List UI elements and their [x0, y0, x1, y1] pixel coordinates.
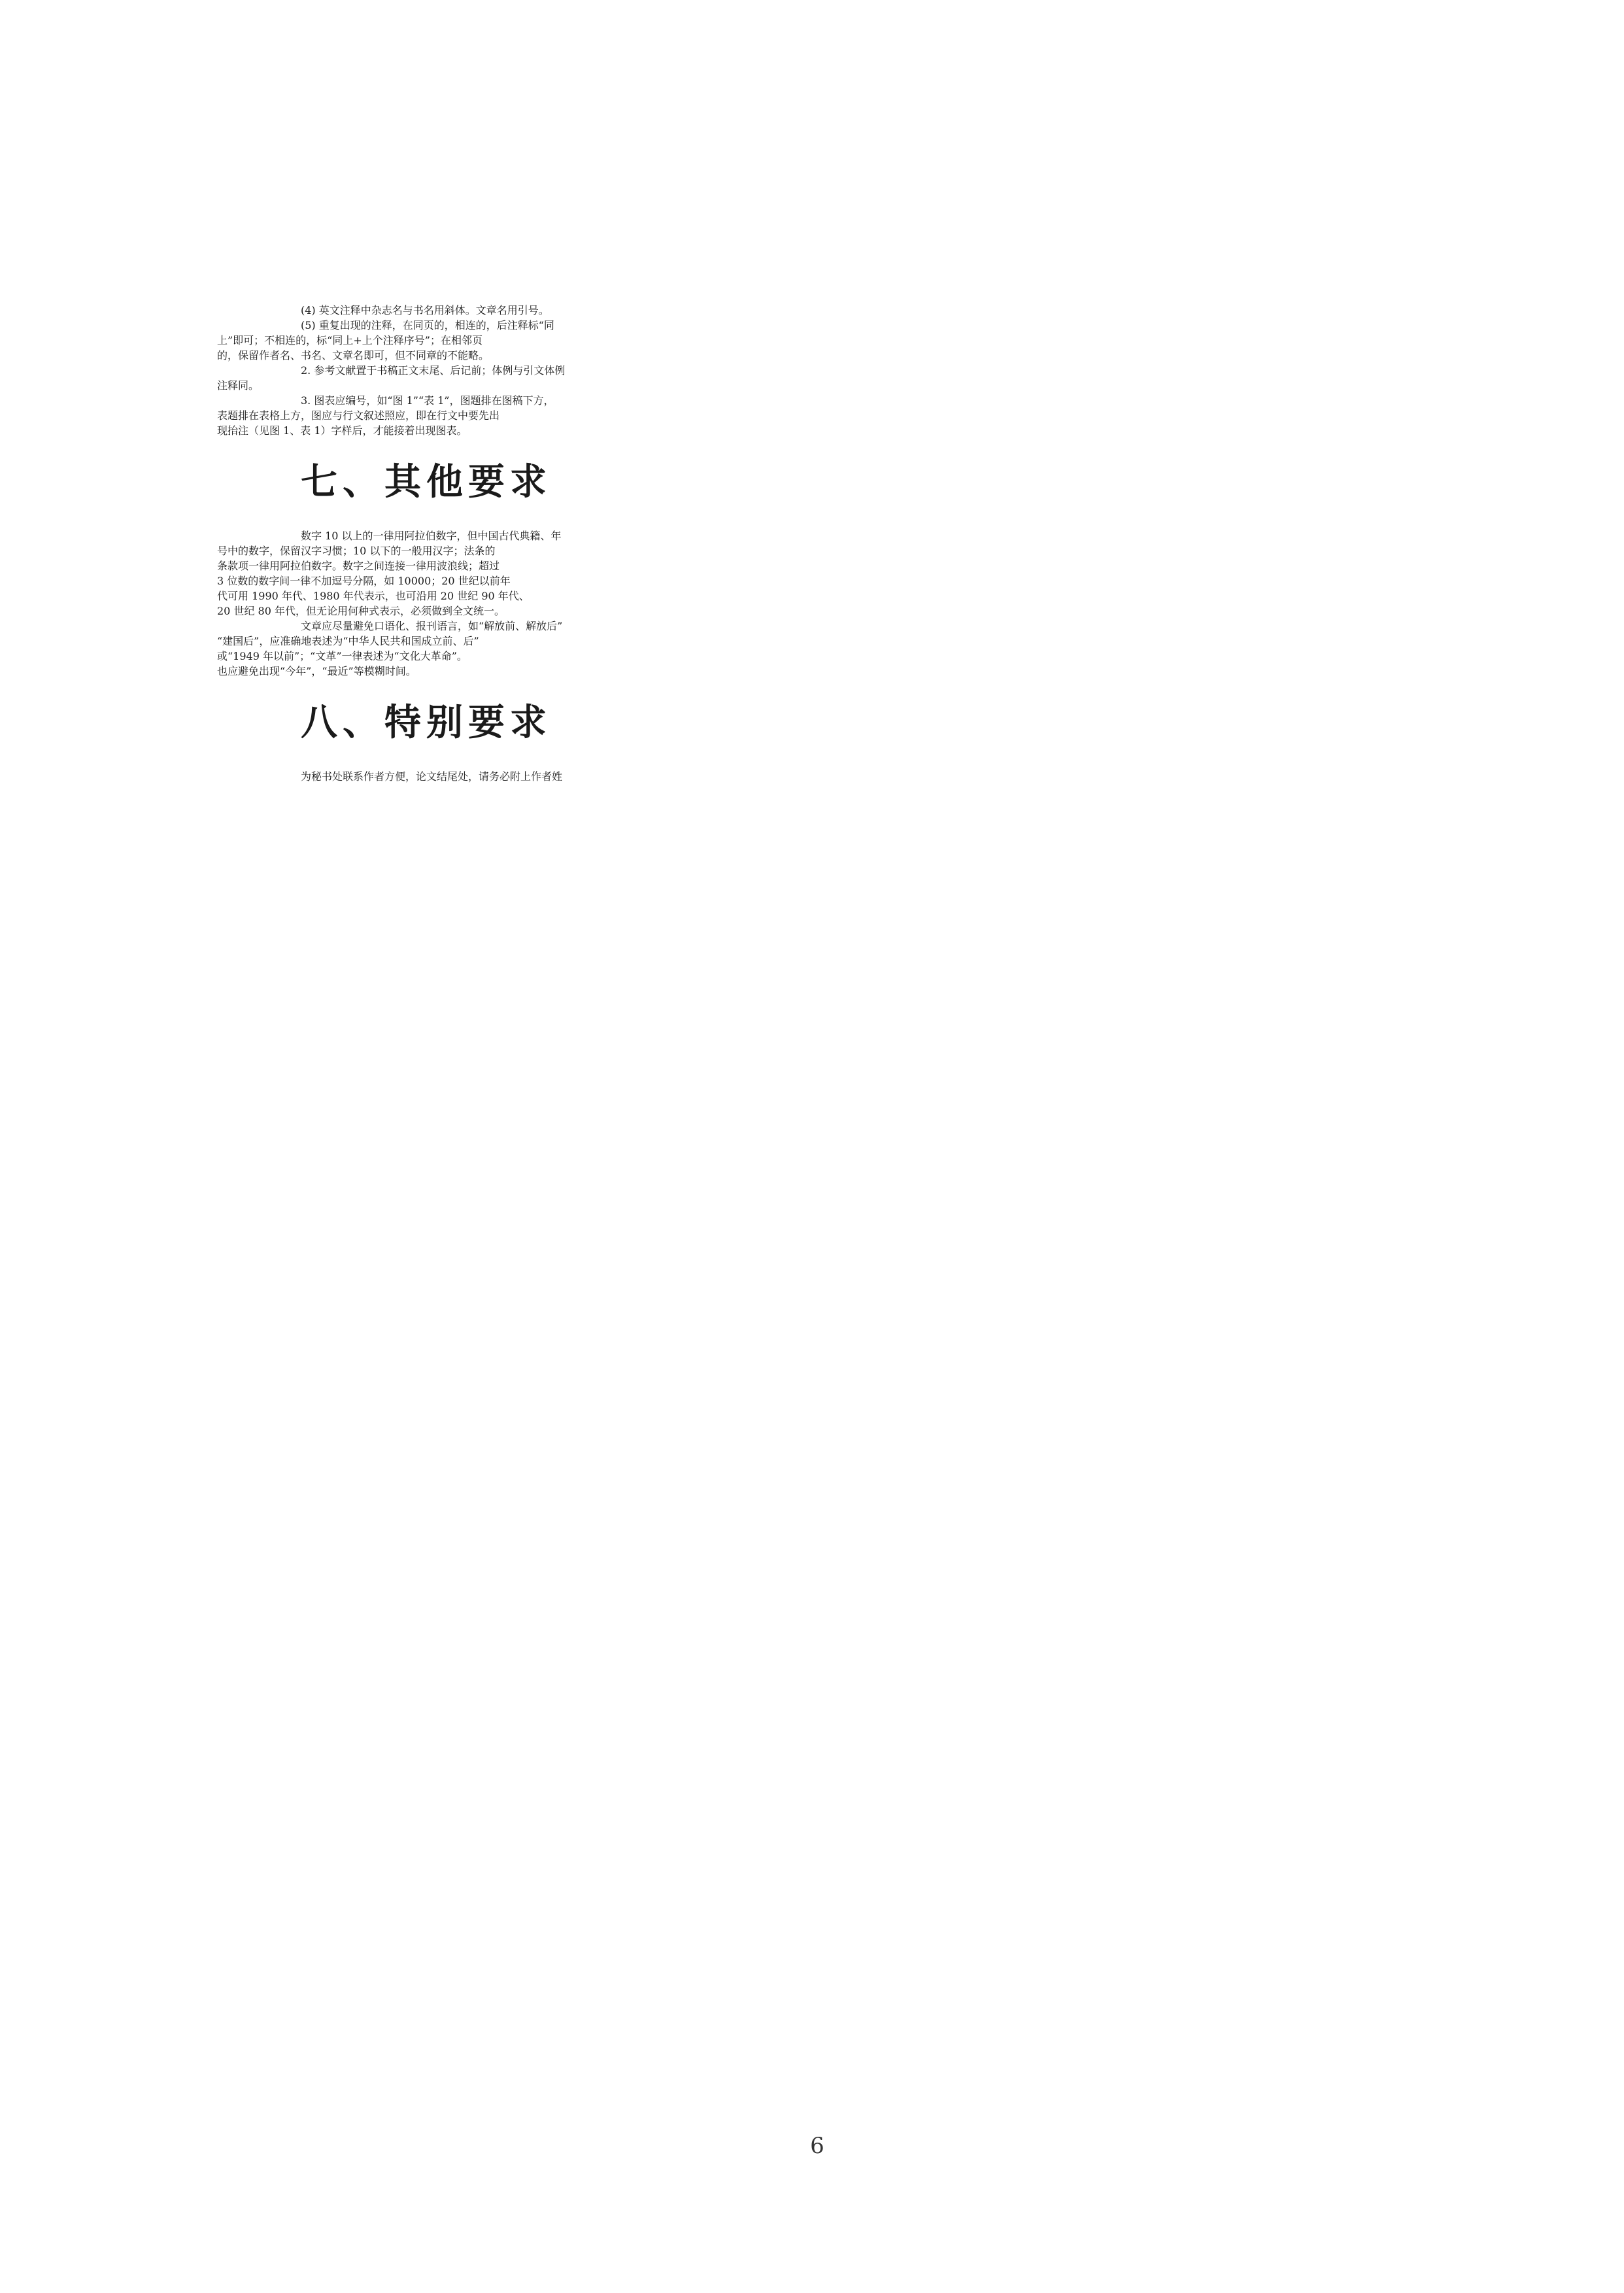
figures-line-1: 3. 图表应编号，如“图 1”“表 1”，图题排在图稿下方， — [301, 394, 554, 407]
note-item-5-line-1: (5) 重复出现的注释，在同页的，相连的，后注释标“同 — [301, 319, 554, 331]
numbers-line-4: 3 位数的数字间一律不加逗号分隔，如 10000；20 世纪以前年 — [217, 575, 511, 587]
numbers-line-3: 条款项一律用阿拉伯数字。数字之间连接一律用波浪线；超过 — [217, 560, 500, 572]
note-item-5-line-3: 的，保留作者名、书名、文章名即可，但不同章的不能略。 — [217, 349, 490, 362]
special-line-1: 为秘书处联系作者方便，论文结尾处，请务必附上作者姓 — [301, 770, 563, 783]
numbers-line-2: 号中的数字，保留汉字习惯；10 以下的一般用汉字；法条的 — [217, 545, 496, 557]
note-item-4: (4) 英文注释中杂志名与书名用斜体。文章名用引号。 — [301, 304, 549, 316]
section-heading-other-requirements: 七、其他要求 — [301, 461, 552, 503]
figures-line-2: 表题排在表格上方，图应与行文叙述照应，即在行文中要先出 — [217, 409, 500, 422]
references-line-1: 2. 参考文献置于书稿正文末尾、后记前；体例与引文体例 — [301, 364, 566, 377]
numbers-line-1: 数字 10 以上的一律用阿拉伯数字，但中国古代典籍、年 — [301, 530, 562, 542]
language-line-4: 也应避免出现“今年”，“最近”等模糊时间。 — [217, 665, 416, 677]
figures-line-3: 现抬注（见图 1、表 1）字样后，才能接着出现图表。 — [217, 424, 467, 437]
numbers-line-5: 代可用 1990 年代、1980 年代表示，也可沿用 20 世纪 90 年代、 — [217, 590, 530, 602]
note-item-5-line-2: 上”即可；不相连的，标“同上+上个注释序号”；在相邻页 — [217, 334, 482, 347]
page-number: 6 — [810, 2133, 824, 2159]
language-line-1: 文章应尽量避免口语化、报刊语言，如“解放前、解放后” — [301, 620, 563, 632]
numbers-line-6: 20 世纪 80 年代，但无论用何种式表示，必须做到全文统一。 — [217, 605, 505, 617]
section-heading-special-requirements: 八、特别要求 — [301, 702, 552, 744]
language-line-2: “建国后”，应准确地表述为“中华人民共和国成立前、后” — [217, 635, 479, 647]
language-line-3: 或“1949 年以前”；“文革”一律表述为“文化大革命”。 — [217, 650, 467, 662]
body-text — [217, 302, 1417, 783]
references-line-2: 注释同。 — [217, 379, 260, 392]
